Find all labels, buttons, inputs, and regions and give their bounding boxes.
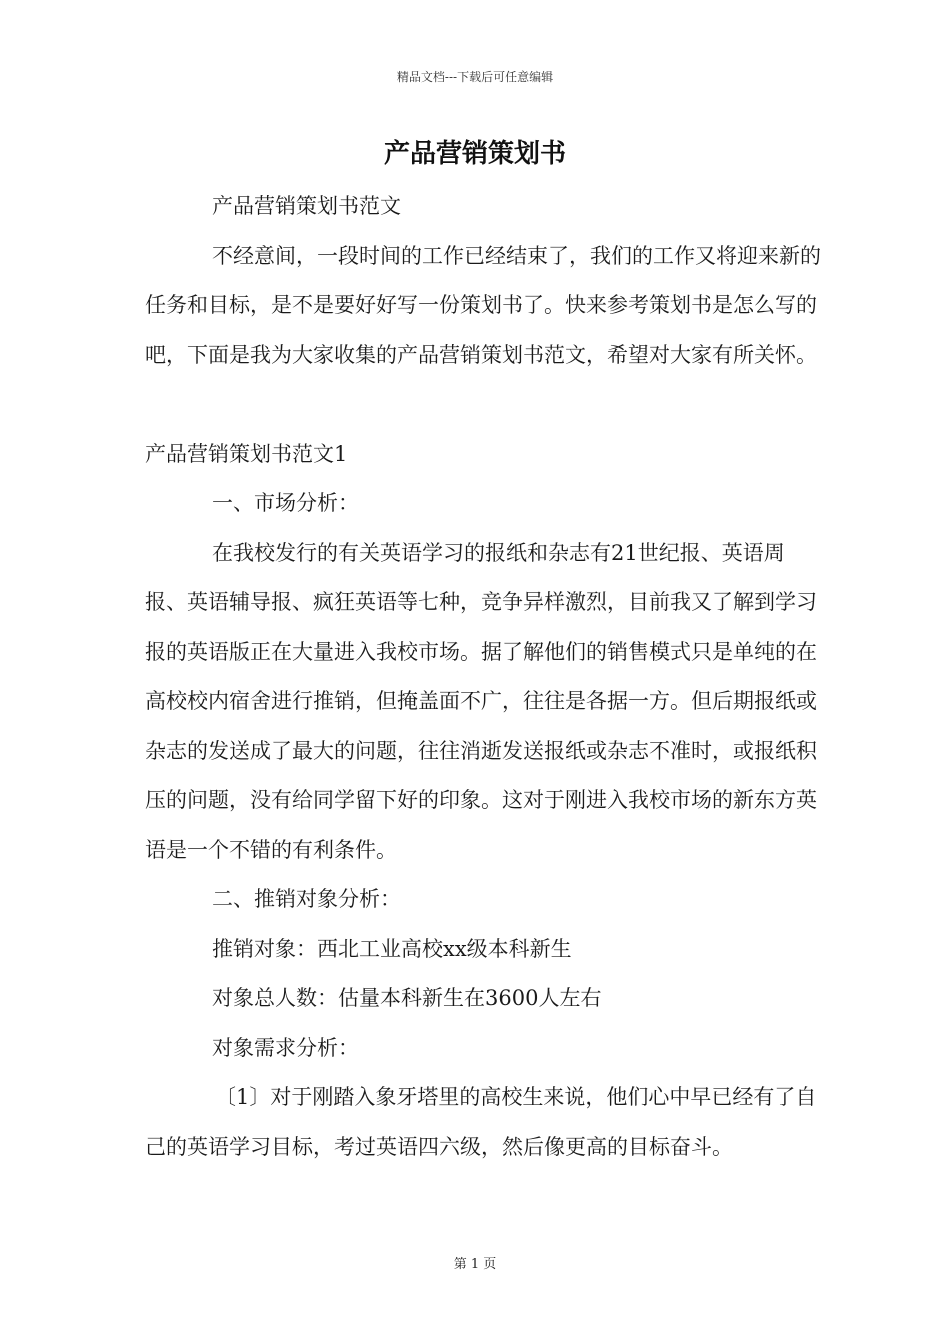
market-analysis-heading: 一、市场分析： bbox=[212, 491, 359, 515]
target-needs-heading: 对象需求分析： bbox=[212, 1035, 359, 1060]
target-analysis-heading: 二、推销对象分析： bbox=[212, 887, 401, 911]
subtitle-paragraph: 产品营销策划书范文 bbox=[212, 194, 401, 218]
section-heading: 产品营销策划书范文1 bbox=[145, 441, 348, 466]
intro-paragraph: 不经意间，一段时间的工作已经结束了，我们的工作又将迎来新的任务和目标，是不是要好好写一份策划书了。快来参考策划书是怎么写的吧，下面是我为大家收集的产品营销策划书范文，希望对大家有所关怀。 bbox=[145, 243, 821, 367]
target-line: 推销对象：西北工业高校xx级本科新生 bbox=[212, 936, 572, 961]
document-title: 产品营销策划书 bbox=[383, 139, 566, 169]
header-note: 精品文档---下载后可任意编辑 bbox=[396, 70, 554, 84]
market-analysis-paragraph: 在我校发行的有关英语学习的报纸和杂志有21世纪报、英语周报、英语辅导报、疯狂英语等七种，竞争异样激烈，目前我又了解到学习报的英语版正在大量进入我校市场。据了解他们的销售模式只是单纯的在高校校内宿舍进行推销，但掩盖面不广，往往是各据一方。但后期报纸或杂志的发送成了最大的问题，往往消逝发送报纸或杂志不准时，或报纸积压的问题，没有给同学留下好的印象。这对于刚进入我校市场的新东方英语是一个不错的有利条件。 bbox=[145, 540, 817, 862]
page-number: 第 1 页 bbox=[453, 1257, 497, 1272]
document-body bbox=[145, 182, 825, 1172]
target-count-line: 对象总人数：估量本科新生在3600人左右 bbox=[212, 986, 602, 1010]
needs-item-paragraph: 〔1〕对于刚踏入象牙塔里的高校生来说，他们心中早已经有了自己的英语学习目标，考过英语四六级，然后像更高的目标奋斗。 bbox=[145, 1085, 817, 1159]
blank-line bbox=[145, 380, 825, 430]
